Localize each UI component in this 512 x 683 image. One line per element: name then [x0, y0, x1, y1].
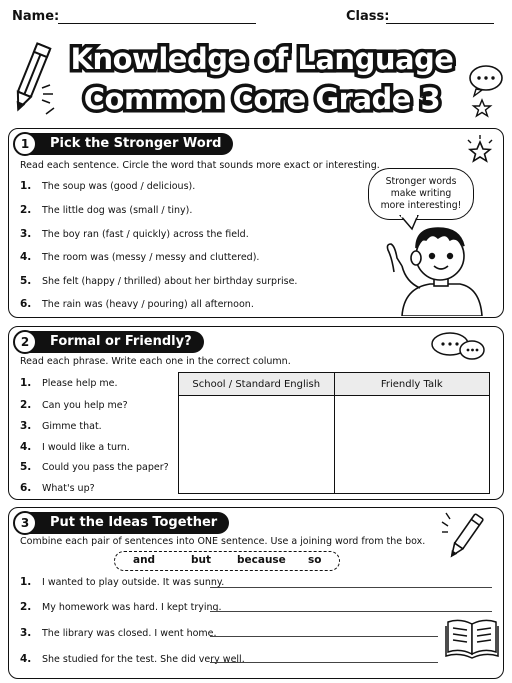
boy-pointing-illustration [380, 222, 490, 316]
list-item: 3. The library was closed. I went home. [20, 627, 217, 639]
section1-instructions: Read each sentence. Circle the word that sounds more exact or interesting. [20, 160, 380, 171]
answer-line[interactable] [210, 636, 438, 637]
chat-bubble-icon [466, 62, 506, 120]
title-line-1: Knowledge of Language [70, 42, 454, 76]
list-item[interactable]: 5. Could you pass the paper? [20, 461, 169, 473]
sparkle-lines-icon [40, 84, 58, 104]
answer-line[interactable] [210, 611, 492, 612]
section3-number: 3 [13, 511, 37, 535]
tip-speech-bubble: Stronger words make writing more interesting! [368, 168, 474, 220]
name-field[interactable] [58, 23, 256, 24]
list-item[interactable]: 2. Can you help me? [20, 399, 128, 411]
list-item[interactable]: 2. The little dog was (small / tiny). [20, 204, 193, 216]
word-because: because [237, 554, 286, 566]
section3-heading: Put the Ideas Together [20, 512, 229, 534]
list-item[interactable]: 3. The boy ran (fast / quickly) across the field. [20, 228, 249, 240]
sort-table [178, 372, 490, 494]
star-icon [462, 134, 498, 170]
list-item[interactable]: 4. I would like a turn. [20, 441, 130, 453]
open-book-icon [444, 614, 500, 660]
list-item[interactable]: 3. Gimme that. [20, 420, 102, 432]
list-item[interactable]: 1. Please help me. [20, 377, 118, 389]
section2-heading: Formal or Friendly? [20, 331, 204, 353]
list-item[interactable]: 1. The soup was (good / delicious). [20, 180, 196, 192]
pencil-icon [440, 510, 490, 564]
list-item: 2. My homework was hard. I kept trying. [20, 601, 222, 613]
list-item[interactable]: 6. The rain was (heavy / pouring) all afternoon. [20, 298, 254, 310]
list-item: 4. She studied for the test. She did very well. [20, 653, 245, 665]
pencil-icon [8, 38, 56, 118]
list-item: 1. I wanted to play outside. It was sunny. [20, 576, 225, 588]
column-header-school: School / Standard English [179, 373, 335, 396]
word-so: so [308, 554, 322, 566]
word-but: but [191, 554, 212, 566]
list-item[interactable]: 6. What's up? [20, 482, 95, 494]
section2-number: 2 [13, 330, 37, 354]
class-field[interactable] [386, 23, 494, 24]
column-header-friendly: Friendly Talk [334, 373, 490, 396]
chat-bubbles-icon [428, 330, 488, 364]
list-item[interactable]: 5. She felt (happy / thrilled) about her birthday surprise. [20, 275, 298, 287]
section1-number: 1 [13, 132, 37, 156]
section2-instructions: Read each phrase. Write each one in the correct column. [20, 356, 291, 367]
column-friendly-answer[interactable] [334, 396, 490, 494]
column-school-answer[interactable] [179, 396, 335, 494]
section3-instructions: Combine each pair of sentences into ONE sentence. Use a joining word from the box. [20, 536, 426, 547]
answer-line[interactable] [210, 662, 438, 663]
name-label: Name: [12, 9, 60, 24]
class-label: Class: [346, 9, 390, 24]
answer-line[interactable] [210, 587, 492, 588]
list-item[interactable]: 4. The room was (messy / messy and cluttered). [20, 251, 260, 263]
word-and: and [133, 554, 156, 566]
joining-word-box [114, 551, 340, 571]
worksheet-title [62, 30, 462, 122]
section1-heading: Pick the Stronger Word [20, 133, 233, 155]
title-line-2: Common Core Grade 3 [83, 82, 441, 116]
